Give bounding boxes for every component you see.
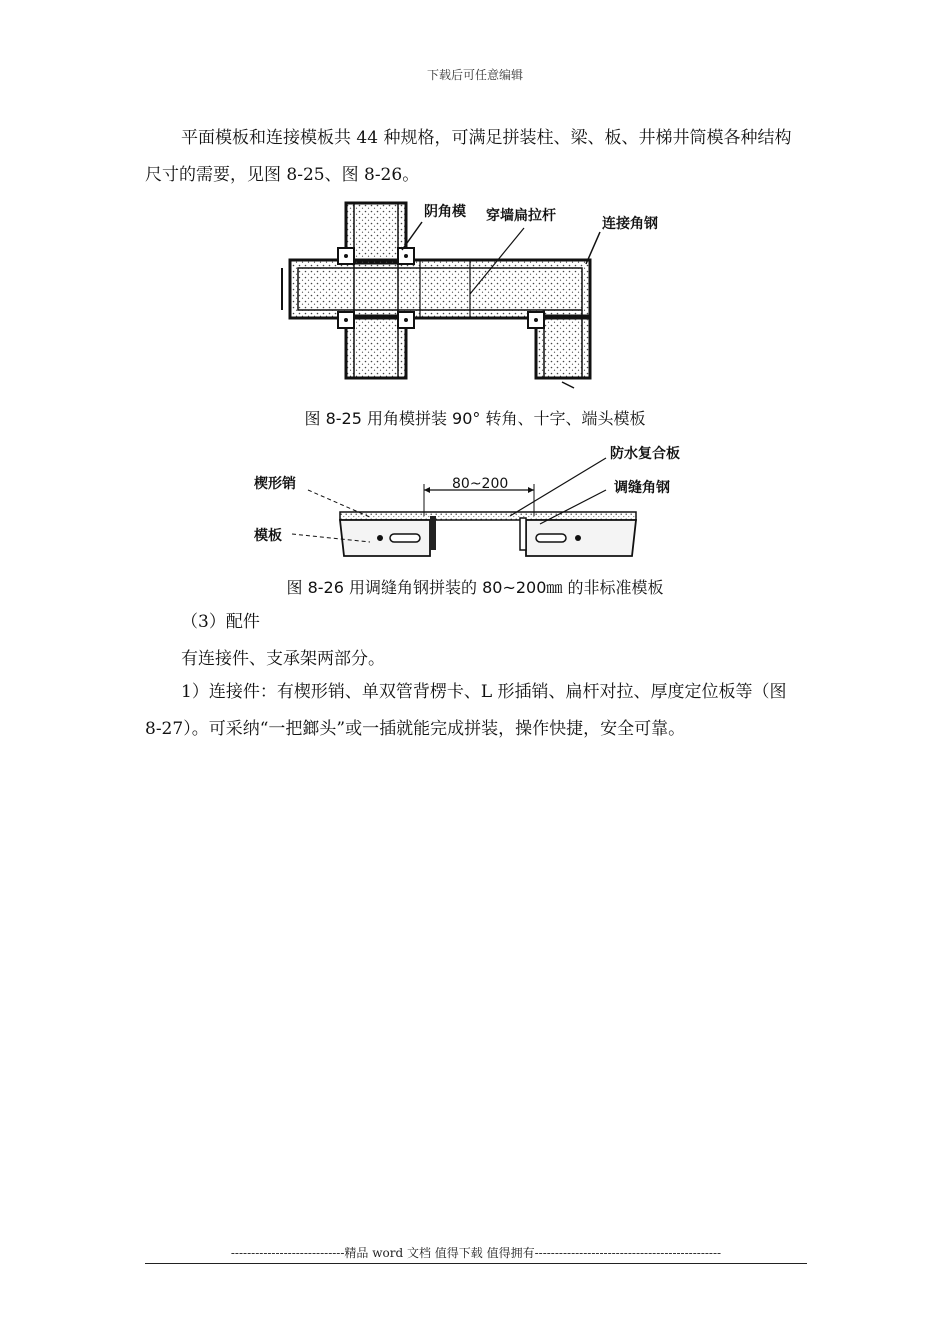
label-dimension: 80~200 — [452, 476, 509, 492]
paragraph-accessories-parts: 有连接件、支承架两部分。 — [181, 649, 385, 669]
label-corner-form: 阴角模 — [424, 204, 466, 220]
footer-divider — [145, 1263, 807, 1264]
section-heading-accessories: （3）配件 — [181, 612, 260, 632]
page-footer: ----------------------------精品 word 文档 值得下载 值得拥有---------------------------------------------- — [230, 1246, 722, 1260]
label-adjusting-angle: 调缝角钢 — [614, 480, 670, 496]
figure-8-25-diagram — [274, 198, 674, 396]
label-connecting-angle: 连接角钢 — [602, 216, 658, 232]
label-formwork: 模板 — [254, 528, 282, 544]
figure-8-26-diagram — [240, 438, 710, 568]
page-header: 下载后可任意编辑 — [426, 68, 523, 82]
figure-8-26-caption: 图 8-26 用调缝角钢拼装的 80~200㎜ 的非标准模板 — [286, 578, 664, 597]
paragraph-connectors: 1）连接件：有楔形销、单双管背楞卡、L 形插销、扁杆对拉、厚度定位板等（图 8-27）。可采纳“一把鎯头”或一插就能完成拼装，操作快捷，安全可靠。 — [145, 682, 787, 739]
figure-8-25-caption: 图 8-25 用角模拼装 90° 转角、十字、端头模板 — [304, 409, 646, 428]
label-wedge-pin: 楔形销 — [254, 476, 296, 492]
label-waterproof-board: 防水复合板 — [610, 446, 680, 462]
label-wall-tie: 穿墙扁拉杆 — [486, 208, 556, 224]
paragraph-formwork-specs: 平面模板和连接模板共 44 种规格，可满足拼装柱、梁、板、井梯井筒模各种结构尺寸的需要，见图 8-25、图 8-26。 — [145, 128, 792, 185]
